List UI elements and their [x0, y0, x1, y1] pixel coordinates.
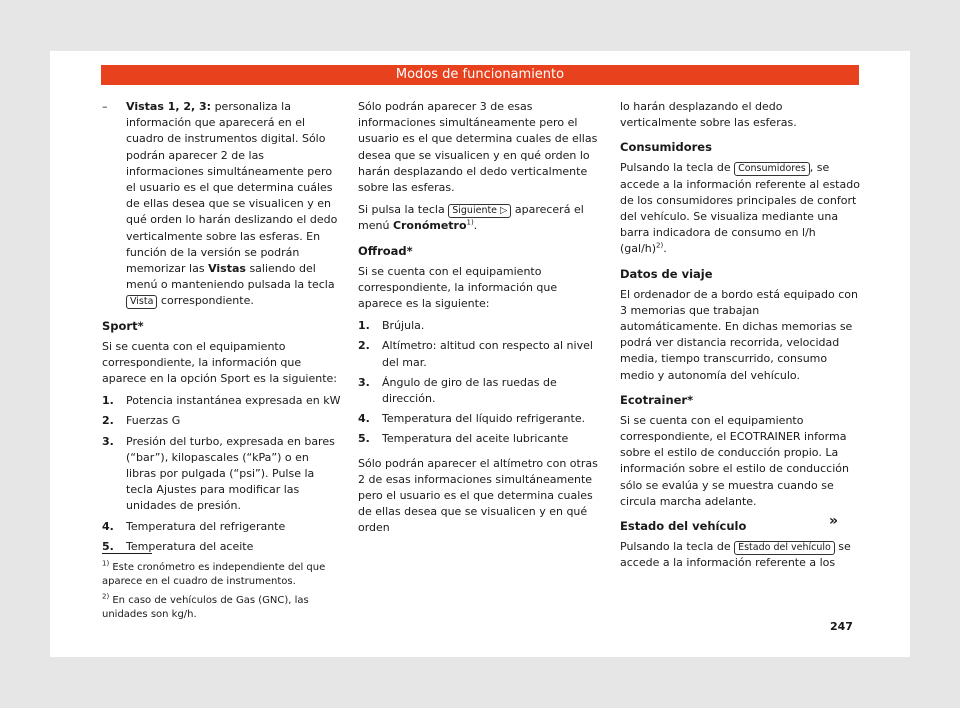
footnote-ref: 2)	[656, 241, 664, 250]
footnote-mark: 2)	[102, 592, 110, 601]
list-item	[102, 519, 342, 535]
vistas-text-3: correspondiente.	[157, 294, 254, 308]
estado-heading: Estado del vehículo	[620, 519, 747, 534]
item-number: 1.	[102, 394, 114, 408]
footnote	[102, 594, 342, 622]
footnotes	[102, 561, 342, 627]
datos-heading: Datos de viaje	[620, 266, 713, 281]
column-2	[358, 99, 602, 543]
item-text: Brújula.	[382, 319, 425, 333]
paragraph: Sólo podrán aparecer el altímetro con otras 2 de esas informaciones simultáneamente pero el usuario es el que determina cuales de ellas desea que se visualicen y en qué orden	[358, 456, 598, 535]
paragraph: Sólo podrán aparecer 3 de esas informaciones simultáneamente pero el usuario es el que determina cuales de ellas desea que se visualicen y en qué orden lo harán desplazando el dedo verticalmente sobre las esferas.	[358, 100, 598, 195]
list-item	[358, 411, 602, 427]
footnote	[102, 561, 342, 589]
footnote-ref: 1)	[466, 218, 474, 227]
item-text: Ángulo de giro de las ruedas de dirección.	[382, 375, 557, 406]
ecotrainer-paragraph: Si se cuenta con el equipamiento correspondiente, el ECOTRAINER informa sobre el estilo de conducción propio. La información sobre el estilo de conducción sólo se evalúa y se muestra cuando se circula marcha adelante.	[620, 413, 849, 508]
item-text: Temperatura del aceite	[126, 539, 254, 553]
list-item	[358, 431, 602, 447]
vistas-label: Vistas 1, 2, 3:	[126, 100, 212, 113]
list-item	[102, 434, 342, 515]
column-1	[102, 99, 342, 563]
footnote-text: Este cronómetro es independiente del que aparece en el cuadro de instrumentos.	[102, 562, 326, 587]
section-title: Modos de funcionamiento	[395, 67, 565, 82]
vistas-text-2: saliendo del menú o manteniendo pulsada la tecla	[126, 262, 335, 292]
item-text: Temperatura del aceite lubricante	[382, 432, 569, 446]
cronometro-label: Cronómetro	[392, 219, 467, 233]
consumidores-key: Consumidores	[734, 162, 810, 176]
item-text: Fuerzas G	[126, 414, 181, 428]
text: .	[473, 219, 478, 233]
item-number: 4.	[102, 519, 114, 533]
text: Pulsando la tecla de	[620, 540, 735, 554]
item-text: Potencia instantánea expresada en kW	[126, 394, 341, 408]
list-item	[358, 375, 602, 407]
text: Si pulsa la tecla	[358, 203, 449, 217]
footnote-text: En caso de vehículos de Gas (GNC), las unidades son kg/h.	[102, 595, 309, 620]
text: Pulsando la tecla de	[620, 161, 735, 175]
section-header	[101, 65, 859, 85]
sport-heading: Sport*	[102, 318, 144, 333]
manual-page	[50, 51, 910, 657]
siguiente-key: Siguiente ▷	[448, 204, 511, 218]
cronometro-paragraph	[358, 202, 602, 234]
text: .	[663, 242, 667, 256]
page-number: 247	[830, 620, 853, 633]
item-number: 5.	[358, 432, 370, 446]
item-text: Temperatura del líquido refrigerante.	[382, 412, 586, 426]
item-text: Altímetro: altitud con respecto al nivel del mar.	[382, 339, 593, 369]
offroad-heading: Offroad*	[358, 243, 413, 258]
vistas-text-1: personaliza la información que aparecerá en el cuadro de instrumentos digital. Sólo podrán aparecer 2 de las informaciones simultáneamente pero el usuario es el que determina cuáles de ellas desea que se visualicen y en qué orden lo harán deslizando el dedo verticalmente sobre las esferas. En función de la versión se podrán memorizar las	[126, 100, 338, 276]
paragraph: lo harán desplazando el dedo verticalmente sobre las esferas.	[620, 100, 797, 130]
item-number: 4.	[358, 412, 370, 426]
offroad-intro: Si se cuenta con el equipamiento correspondiente, la información que aparece es la siguiente:	[358, 264, 558, 311]
text: , se accede a la información referente al estado de los consumidores principales de confort del vehículo. Se visualiza mediante una barra indicadora de consumo en l/h (gal/h)	[620, 161, 860, 256]
offroad-list	[358, 318, 602, 447]
list-item	[102, 393, 342, 409]
estado-key: Estado del vehículo	[734, 541, 835, 555]
sport-list	[102, 393, 342, 555]
list-item	[358, 338, 602, 370]
ecotrainer-heading: Ecotrainer*	[620, 392, 694, 407]
datos-paragraph: El ordenador de a bordo está equipado con 3 memorias que trabajan automáticamente. En dichas memorias se podrá ver distancia recorrida, velocidad media, tiempo transcurrido, consumo medio y autonomía del vehículo.	[620, 287, 858, 382]
vistas-label-2: Vistas	[208, 262, 246, 276]
item-text: Temperatura del refrigerante	[126, 519, 286, 533]
sport-intro: Si se cuenta con el equipamiento correspondiente, la información que aparece en la opción Sport es la siguiente:	[102, 339, 338, 386]
vista-key: Vista	[126, 295, 157, 309]
column-3	[620, 99, 860, 577]
list-item	[358, 318, 602, 334]
continuation-arrow-icon: »	[829, 513, 839, 529]
text: aparecerá el menú	[358, 203, 584, 233]
item-number: 3.	[102, 434, 114, 448]
item-number: 2.	[358, 339, 370, 353]
bullet-dash: –	[102, 100, 108, 113]
consumidores-paragraph	[620, 160, 860, 257]
list-item	[102, 413, 342, 429]
footnote-divider	[102, 553, 152, 554]
item-number: 3.	[358, 375, 370, 389]
item-number: 1.	[358, 319, 370, 333]
item-number: 2.	[102, 414, 114, 428]
consumidores-heading: Consumidores	[620, 140, 712, 155]
estado-paragraph	[620, 539, 860, 571]
footnote-mark: 1)	[102, 559, 110, 568]
vistas-bullet	[102, 99, 342, 310]
text: se accede a la información referente a los	[620, 540, 851, 570]
item-number: 5.	[102, 539, 114, 553]
item-text: Presión del turbo, expresada en bares (“bar”), kilopascales (“kPa”) o en libras por pulgada (“psi”). Pulse la tecla Ajustes para modificar las unidades de presión.	[126, 434, 335, 513]
